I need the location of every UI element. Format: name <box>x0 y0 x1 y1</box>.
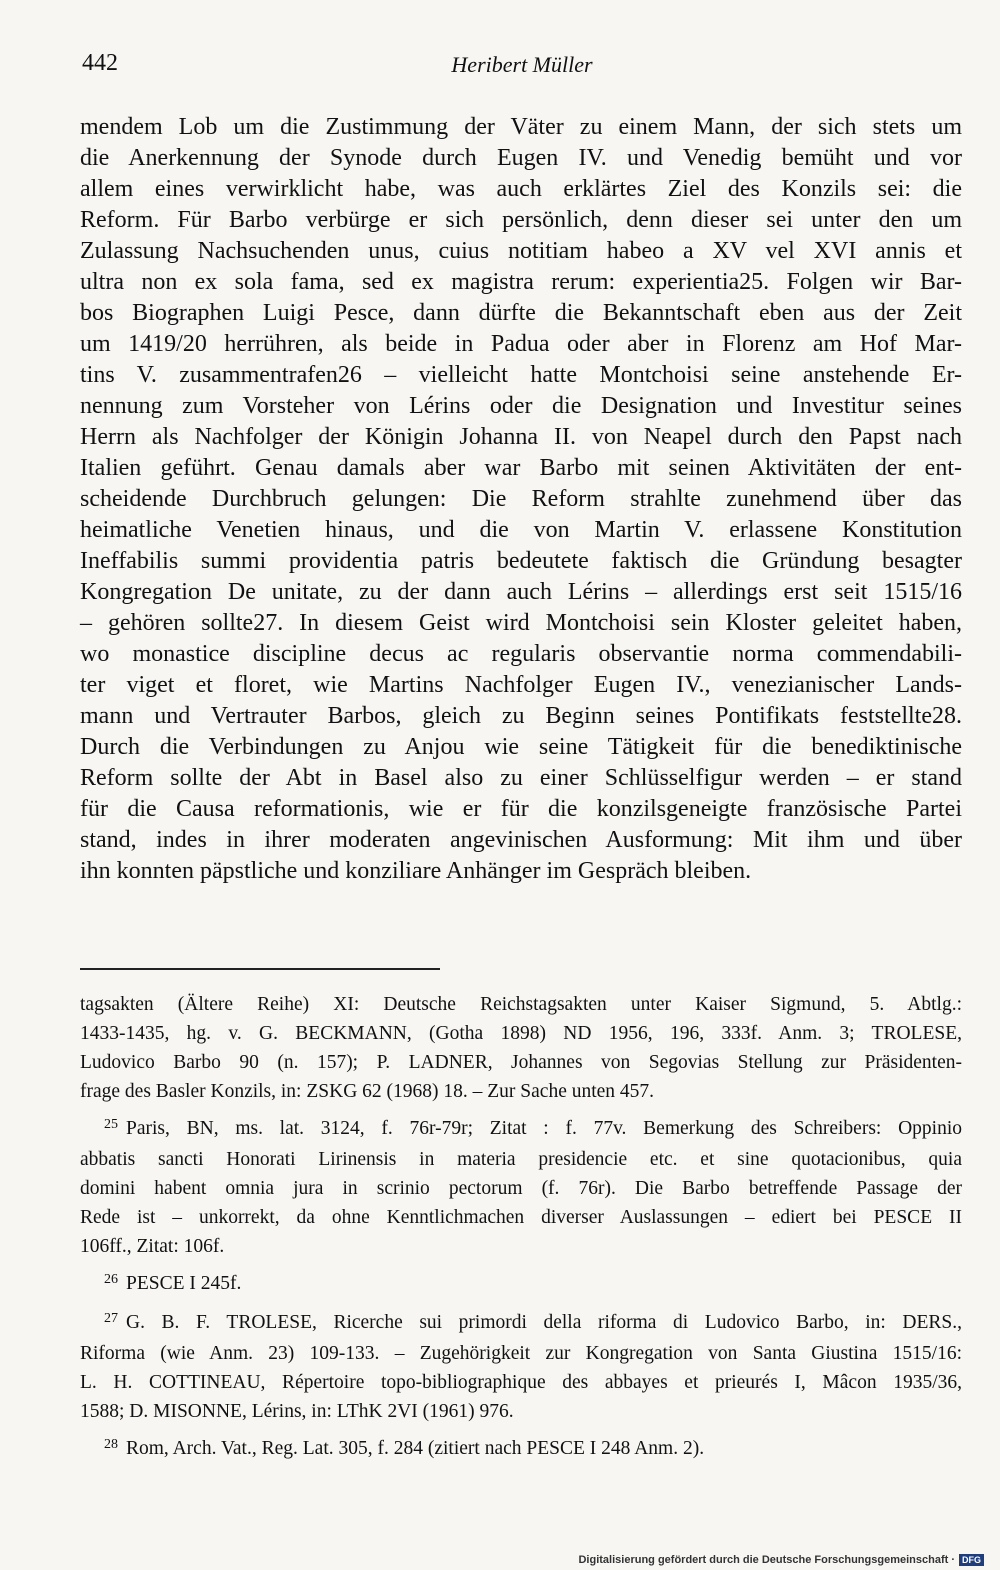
text-line: Reform. Für Barbo verbürge er sich persönlich, denn dieser sei unter den um <box>80 207 962 233</box>
text-line: Italien geführt. Genau damals aber war Barbo mit seinen Aktivitäten der ent- <box>80 455 962 481</box>
text-line: bos Biographen Luigi Pesce, dann dürfte die Bekanntschaft eben aus der Zeit <box>80 300 962 326</box>
footnote-number: 26 <box>104 1272 118 1287</box>
footnote-25 <box>80 1114 962 1261</box>
page-number: 442 <box>82 50 118 76</box>
footnote-line: 1433-1435, hg. v. G. BECKMANN, (Gotha 1898) ND 1956, 196, 333f. Anm. 3; TROLESE, <box>80 1023 962 1044</box>
text-line: mann und Vertrauter Barbos, gleich zu Beginn seines Pontifikats feststellte28. <box>80 703 962 729</box>
footnote-line: frage des Basler Konzils, in: ZSKG 62 (1968) 18. – Zur Sache unten 457. <box>80 1081 655 1102</box>
running-head: Heribert Müller <box>451 52 593 77</box>
text-line: Durch die Verbindungen zu Anjou wie seine Tätigkeit für die benediktinische <box>80 734 962 760</box>
text-line: Zulassung Nachsuchenden unus, cuius notitiam habeo a XV vel XVI annis et <box>80 238 962 264</box>
text-line: scheidende Durchbruch gelungen: Die Reform strahlte zunehmend über das <box>80 486 962 512</box>
dfg-logo: DFG <box>959 1554 984 1566</box>
text-line: – gehören sollte27. In diesem Geist wird Montchoisi sein Kloster geleitet haben, <box>80 610 962 636</box>
text-line: ihn konnten päpstliche und konziliare Anhänger im Gespräch bleiben. <box>80 858 752 884</box>
digitization-credit <box>578 1554 984 1566</box>
text-line: ultra non ex sola fama, sed ex magistra rerum: experientia25. Folgen wir Bar- <box>80 269 962 295</box>
text-line: Reform sollte der Abt in Basel also zu einer Schlüsselfigur werden – er stand <box>80 765 962 791</box>
footnote-number: 25 <box>104 1117 118 1132</box>
text-line: um 1419/20 herrühren, als beide in Padua oder aber in Florenz am Hof Mar- <box>80 331 962 357</box>
footnote-line: abbatis sancti Honorati Lirinensis in materia presidencie etc. et sine quotacionibus, quia <box>80 1149 962 1170</box>
text-line: stand, indes in ihrer moderaten angevinischen Ausformung: Mit ihm und über <box>80 827 962 853</box>
footnote-rule <box>80 968 440 970</box>
footnote-27 <box>80 1308 962 1426</box>
footnote-28 <box>80 1434 962 1465</box>
footnote-number: 28 <box>104 1437 118 1452</box>
footnote-line: domini habent omnia jura in scrinio pectorum (f. 76r). Die Barbo betreffende Passage der <box>80 1178 962 1199</box>
text-line: mendem Lob um die Zustimmung der Väter zu einem Mann, der sich stets um <box>80 114 962 140</box>
footnote-line: Ludovico Barbo 90 (n. 157); P. LADNER, Johannes von Segovias Stellung zur Präsidenten- <box>80 1052 962 1073</box>
footnote-line: Paris, BN, ms. lat. 3124, f. 76r-79r; Zitat : f. 77v. Bemerkung des Schreibers: Oppinio <box>126 1118 962 1139</box>
footnote-line: Riforma (wie Anm. 23) 109-133. – Zugehörigkeit zur Kongregation von Santa Giustina 1515/16: <box>80 1343 962 1364</box>
text-line: Herrn als Nachfolger der Königin Johanna II. von Neapel durch den Papst nach <box>80 424 962 450</box>
footnote-continuation <box>80 990 962 1106</box>
text-line: für die Causa reformationis, wie er für die konzilsgeneigte französische Partei <box>80 796 962 822</box>
text-line: Kongregation De unitate, zu der dann auch Lérins – allerdings erst seit 1515/16 <box>80 579 962 605</box>
page-header <box>82 50 962 90</box>
text-line: nennung zum Vorsteher von Lérins oder die Designation und Investitur seines <box>80 393 962 419</box>
footnote-line: 106ff., Zitat: 106f. <box>80 1236 225 1257</box>
text-line: allem eines verwirklicht habe, was auch erklärtes Ziel des Konzils sei: die <box>80 176 962 202</box>
footnote-line: 1588; D. MISONNE, Lérins, in: LThK 2VI (1961) 976. <box>80 1401 514 1422</box>
text-line: tins V. zusammentrafen26 – vielleicht hatte Montchoisi seine anstehende Er- <box>80 362 962 388</box>
footnote-line: PESCE I 245f. <box>126 1273 242 1294</box>
footnote-line: G. B. F. TROLESE, Ricerche sui primordi della riforma di Ludovico Barbo, in: DERS., <box>126 1312 962 1333</box>
footnote-line: Rede ist – unkorrekt, da ohne Kenntlichmachen diverser Auslassungen – ediert bei PESCE II <box>80 1207 962 1228</box>
text-line: ter viget et floret, wie Martins Nachfolger Eugen IV., venezianischer Lands- <box>80 672 962 698</box>
main-text <box>80 112 962 887</box>
text-line: wo monastice discipline decus ac regularis observantie norma commendabili- <box>80 641 962 667</box>
text-line: Ineffabilis summi providentia patris bedeutete faktisch die Gründung besagter <box>80 548 962 574</box>
footnote-number: 27 <box>104 1311 118 1326</box>
footnote-line: Rom, Arch. Vat., Reg. Lat. 305, f. 284 (zitiert nach PESCE I 248 Anm. 2). <box>126 1438 705 1459</box>
text-line: die Anerkennung der Synode durch Eugen IV. und Venedig bemüht und vor <box>80 145 962 171</box>
footnote-line: tagsakten (Ältere Reihe) XI: Deutsche Reichstagsakten unter Kaiser Sigmund, 5. Abtlg.: <box>80 994 962 1015</box>
text-line: heimatliche Venetien hinaus, und die von Martin V. erlassene Konstitution <box>80 517 962 543</box>
footnote-line: L. H. COTTINEAU, Répertoire topo-bibliographique des abbayes et prieurés I, Mâcon 1935/36, <box>80 1372 962 1393</box>
footnotes <box>80 990 962 1465</box>
footnote-26 <box>80 1269 962 1300</box>
credit-text: Digitalisierung gefördert durch die Deutsche Forschungsgemeinschaft · <box>578 1554 955 1566</box>
